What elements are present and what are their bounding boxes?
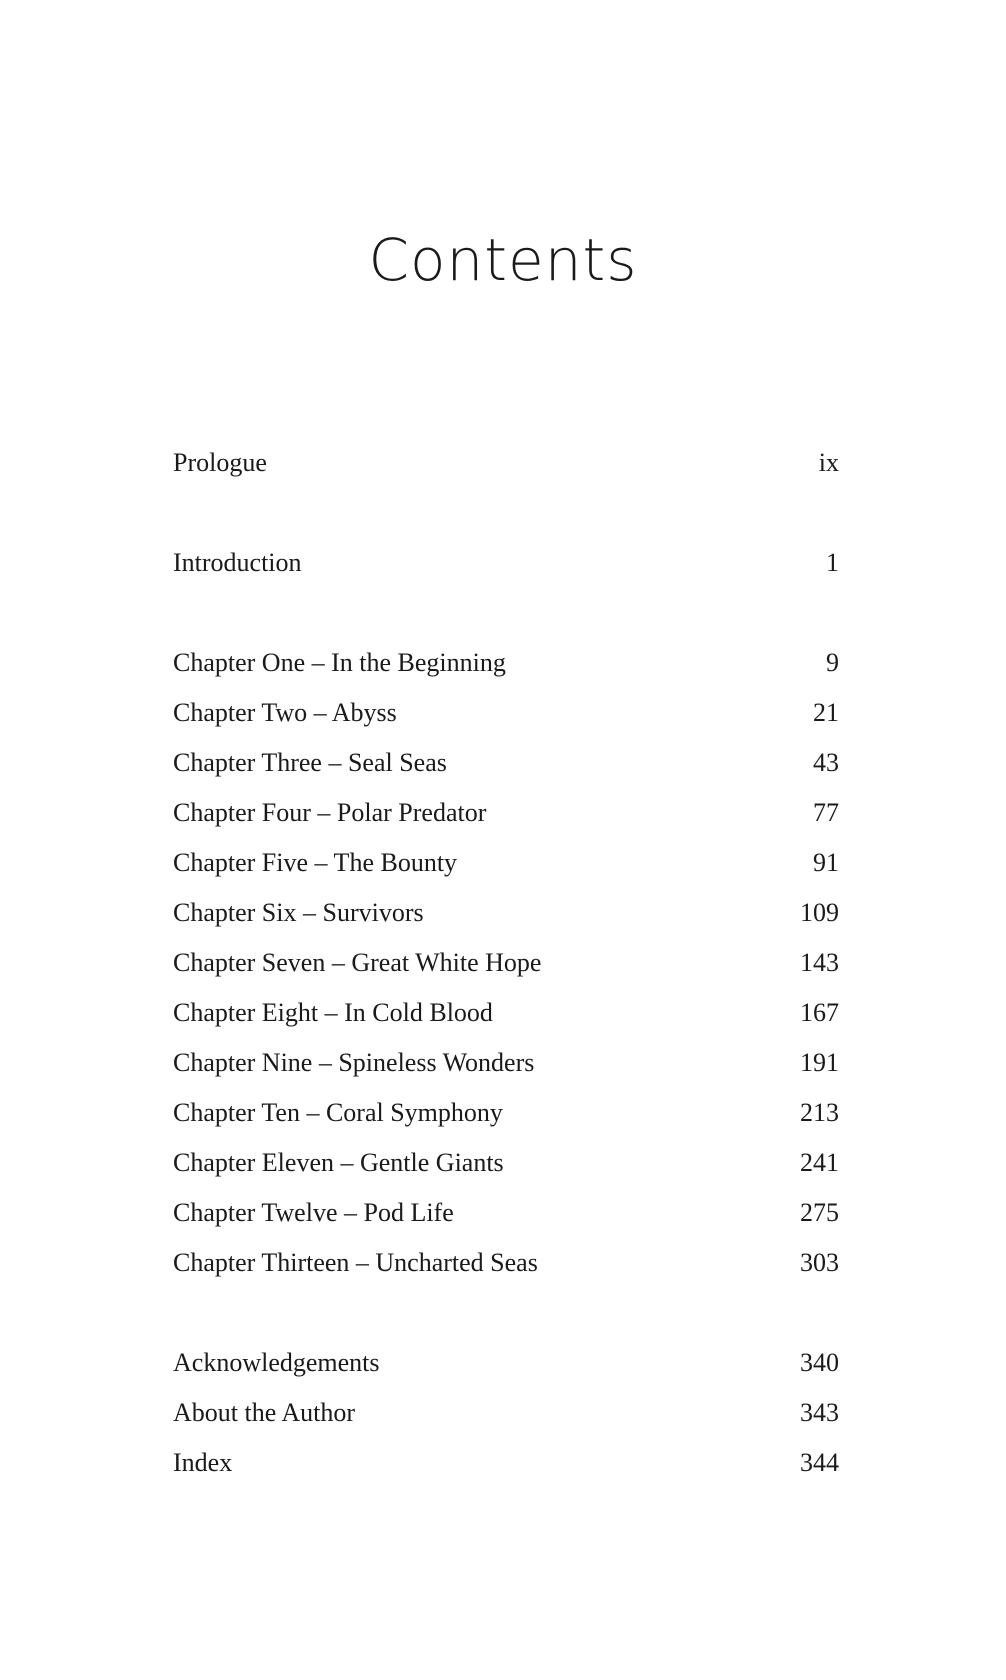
toc-entry-acknowledgements[interactable] bbox=[173, 1338, 839, 1388]
toc-entry-page: 213 bbox=[800, 1098, 839, 1127]
toc-entry-chapter-2[interactable] bbox=[173, 688, 839, 738]
toc-entry-chapter-12[interactable] bbox=[173, 1188, 839, 1238]
toc-entry-page: 77 bbox=[813, 798, 839, 827]
toc-entry-label: Chapter Six – Survivors bbox=[173, 898, 424, 927]
toc-entry-chapter-5[interactable] bbox=[173, 838, 839, 888]
toc-entry-page: 343 bbox=[800, 1398, 839, 1427]
toc-entry-page: 167 bbox=[800, 998, 839, 1027]
toc-entry-page: 344 bbox=[800, 1448, 839, 1477]
toc-entry-label: Chapter Nine – Spineless Wonders bbox=[173, 1048, 535, 1077]
toc-entry-chapter-13[interactable] bbox=[173, 1238, 839, 1288]
toc-entry-label: Acknowledgements bbox=[173, 1348, 380, 1377]
toc-entry-label: About the Author bbox=[173, 1398, 355, 1427]
toc-entry-page: 191 bbox=[800, 1048, 839, 1077]
toc-entry-prologue[interactable] bbox=[173, 438, 839, 488]
toc-entry-page: 303 bbox=[800, 1248, 839, 1277]
toc-entry-introduction[interactable] bbox=[173, 538, 839, 588]
toc-entry-chapter-4[interactable] bbox=[173, 788, 839, 838]
toc-entry-chapter-3[interactable] bbox=[173, 738, 839, 788]
toc-entry-chapter-7[interactable] bbox=[173, 938, 839, 988]
toc-entry-label: Introduction bbox=[173, 548, 302, 577]
toc-entry-label: Chapter Eleven – Gentle Giants bbox=[173, 1148, 504, 1177]
toc-entry-chapter-6[interactable] bbox=[173, 888, 839, 938]
toc-entry-page: 43 bbox=[813, 748, 839, 777]
toc-entry-page: 109 bbox=[800, 898, 839, 927]
toc-entry-page: ix bbox=[818, 448, 839, 477]
toc-entry-label: Chapter Eight – In Cold Blood bbox=[173, 998, 493, 1027]
toc-entry-label: Chapter Two – Abyss bbox=[173, 698, 397, 727]
toc-entry-index[interactable] bbox=[173, 1438, 839, 1488]
toc-entry-about-the-author[interactable] bbox=[173, 1388, 839, 1438]
toc-entry-page: 241 bbox=[800, 1148, 839, 1177]
toc-entry-page: 143 bbox=[800, 948, 839, 977]
toc-entry-label: Prologue bbox=[173, 448, 267, 477]
toc-entry-chapter-10[interactable] bbox=[173, 1088, 839, 1138]
toc-entry-chapter-1[interactable] bbox=[173, 638, 839, 688]
toc-entry-chapter-8[interactable] bbox=[173, 988, 839, 1038]
toc-entry-page: 340 bbox=[800, 1348, 839, 1377]
toc-entry-label: Chapter Three – Seal Seas bbox=[173, 748, 447, 777]
toc-entry-label: Index bbox=[173, 1448, 233, 1477]
toc-entry-label: Chapter Thirteen – Uncharted Seas bbox=[173, 1248, 538, 1277]
toc-entry-page: 91 bbox=[813, 848, 839, 877]
toc-entry-chapter-11[interactable] bbox=[173, 1138, 839, 1188]
page-title: Contents bbox=[368, 226, 638, 294]
toc-entry-label: Chapter Seven – Great White Hope bbox=[173, 948, 542, 977]
toc-entry-label: Chapter Four – Polar Predator bbox=[173, 798, 487, 827]
toc-entry-label: Chapter Ten – Coral Symphony bbox=[173, 1098, 503, 1127]
toc-entry-page: 9 bbox=[826, 648, 839, 677]
toc-entry-label: Chapter Twelve – Pod Life bbox=[173, 1198, 454, 1227]
toc-entry-label: Chapter Five – The Bounty bbox=[173, 848, 458, 877]
toc-entry-chapter-9[interactable] bbox=[173, 1038, 839, 1088]
toc-entry-page: 1 bbox=[826, 548, 839, 577]
toc-entry-label: Chapter One – In the Beginning bbox=[173, 648, 506, 677]
toc-entry-page: 275 bbox=[800, 1198, 839, 1227]
toc-entry-page: 21 bbox=[813, 698, 839, 727]
